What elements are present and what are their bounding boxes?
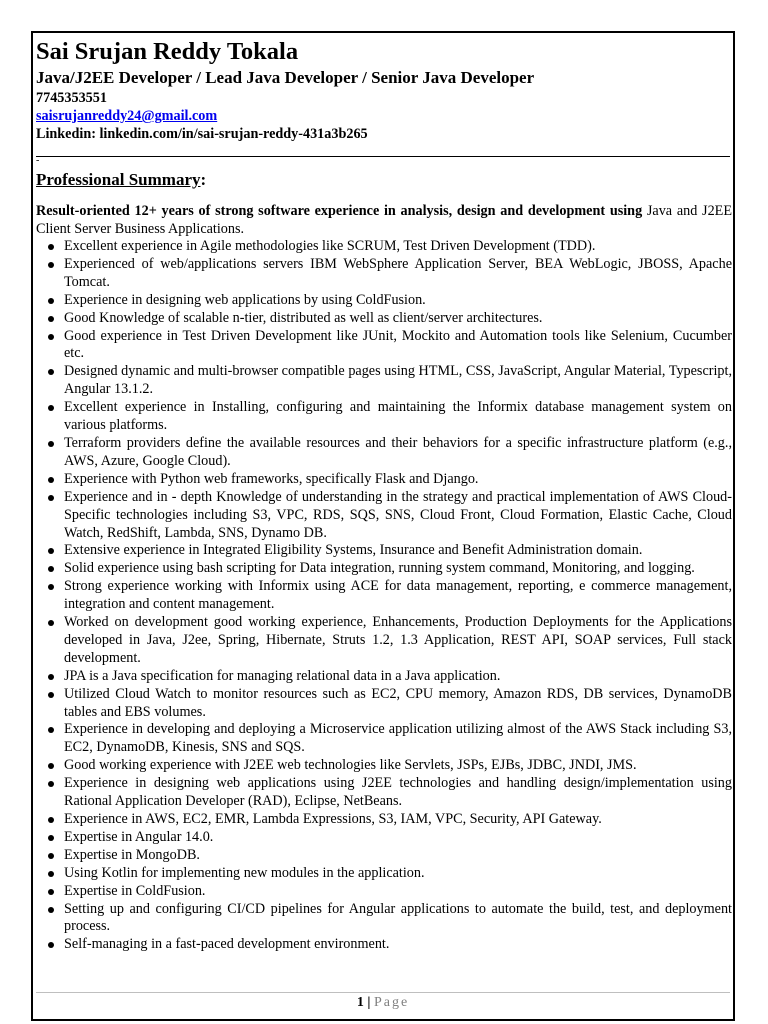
summary-intro [36, 202, 732, 238]
job-title: Java/J2EE Developer / Lead Java Developer / Senior Java Developer [36, 68, 535, 87]
page-label: Page [373, 995, 410, 1010]
bullet-text: Expertise in ColdFusion. [64, 882, 206, 899]
bullet-text: Good experience in Test Driven Development like JUnit, Mockito and Automation tools like Selenium, Cucumber etc. [64, 327, 732, 362]
bullet-item [36, 668, 732, 686]
bullet-item [36, 435, 732, 471]
bullet-text: Expertise in Angular 14.0. [64, 828, 214, 845]
bullet-text: Experienced of web/applications servers IBM WebSphere Application Server, BEA WebLogic, JBOSS, Apache Tomcat. [64, 255, 732, 290]
page-separator: | [363, 995, 374, 1010]
section-heading [36, 169, 732, 191]
bullet-item [36, 560, 732, 578]
bullet-dot-icon [48, 369, 54, 375]
bullet-item [36, 811, 732, 829]
bullet-dot-icon [48, 674, 54, 680]
bullet-text: Strong experience working with Informix using ACE for data management, reporting, e commerce management, integration and content management. [64, 578, 732, 613]
bullet-dot-icon [48, 781, 54, 787]
resume-page [31, 31, 735, 1021]
bullet-dot-icon [48, 817, 54, 823]
bullet-text: Experience in AWS, EC2, EMR, Lambda Expressions, S3, IAM, VPC, Security, API Gateway. [64, 811, 602, 827]
bullet-dot-icon [48, 298, 54, 304]
bullet-dot-icon [48, 244, 54, 250]
candidate-name: Sai Srujan Reddy Tokala [36, 38, 299, 65]
bullet-item [36, 310, 732, 328]
bullet-dot-icon [48, 871, 54, 877]
section-heading-text: Professional Summary [36, 170, 201, 189]
bullet-text: Utilized Cloud Watch to monitor resources such as EC2, CPU memory, Amazon RDS, DB services, DynamoDB tables and EBS volumes. [64, 685, 732, 720]
linkedin-text: Linkedin: linkedin.com/in/sai-srujan-reddy-431a3b265 [36, 126, 368, 142]
bullet-item [36, 721, 732, 757]
bullet-text: Experience with Python web frameworks, specifically Flask and Django. [64, 470, 479, 487]
summary-intro-bold: Result-oriented 12+ years of strong software experience in analysis, design and development using [36, 203, 643, 219]
bullet-text: Excellent experience in Agile methodologies like SCRUM, Test Driven Development (TDD). [64, 238, 596, 254]
bullet-dot-icon [48, 548, 54, 554]
bullet-text: Good Knowledge of scalable n-tier, distributed as well as client/server architectures. [64, 309, 543, 326]
bullet-dot-icon [48, 835, 54, 841]
bullet-text: Setting up and configuring CI/CD pipelines for Angular applications to automate the build, test, and deployment process. [64, 900, 732, 935]
bullet-item [36, 775, 732, 811]
summary-intro-rest: Java and J2EE Client Server Business Applications. [36, 203, 732, 237]
bullet-dot-icon [48, 620, 54, 626]
bullet-item [36, 542, 732, 560]
bullet-text: Excellent experience in Installing, configuring and maintaining the Informix database management system on various platforms. [64, 399, 732, 434]
bullet-text: Extensive experience in Integrated Eligibility Systems, Insurance and Benefit Administration domain. [64, 542, 643, 559]
bullet-item [36, 883, 732, 901]
bullet-item [36, 936, 732, 954]
bullet-text: Expertise in MongoDB. [64, 846, 200, 863]
bullet-item [36, 614, 732, 668]
bullet-dot-icon [48, 853, 54, 859]
page-content [36, 37, 732, 954]
bullet-item [36, 686, 732, 722]
bullet-dot-icon [48, 334, 54, 340]
bullet-dot-icon [48, 584, 54, 590]
bullet-dot-icon [48, 566, 54, 572]
phone-number: 7745353551 [36, 90, 107, 106]
spacer [36, 191, 732, 202]
bullet-item [36, 328, 732, 364]
bullet-item [36, 578, 732, 614]
bullet-text: Good working experience with J2EE web technologies like Servlets, JSPs, EJBs, JDBC, JNDI, JMS. [64, 757, 637, 774]
bullet-dot-icon [48, 727, 54, 733]
bullet-item [36, 363, 732, 399]
bullet-dot-icon [48, 889, 54, 895]
page-number: 1 [356, 995, 364, 1010]
bullet-text: Experience and in - depth Knowledge of understanding in the strategy and practical implementation of AWS Cloud-Specific technologies including S3, VPC, RDS, SQS, SNS, Cloud Front, Cloud Formation, Elastic Cache, Cloud Watch, RedShift, Lambda, SNS, Dynamo DB. [64, 488, 732, 541]
bullet-item [36, 757, 732, 775]
bullet-item [36, 238, 732, 256]
bullet-dot-icon [48, 942, 54, 948]
page-footer [36, 992, 730, 1019]
bullet-text: Experience in developing and deploying a Microservice application utilizing almost of the AWS Stack including S3, EC2, DynamoDB, Kinesis, SNS and SQS. [64, 721, 732, 756]
bullet-dot-icon [48, 763, 54, 769]
section-heading-colon: : [200, 170, 207, 189]
email-link[interactable]: saisrujanreddy24@gmail.com [36, 108, 218, 124]
bullet-text: Worked on development good working experience, Enhancements, Production Deployments for the Applications developed in Java, J2ee, Spring, Hibernate, Struts 1.2, 1.3 Application, REST API, SOAP services, Full stack development. [64, 614, 732, 666]
bullet-dot-icon [48, 907, 54, 913]
bullet-text: Experience in designing web applications by using ColdFusion. [64, 291, 426, 308]
bullet-dot-icon [48, 692, 54, 698]
bullet-text: JPA is a Java specification for managing relational data in a Java application. [64, 667, 501, 684]
bullet-item [36, 865, 732, 883]
bullet-item [36, 829, 732, 847]
rule-dash: - [36, 155, 40, 166]
bullet-item [36, 399, 732, 435]
bullet-dot-icon [48, 441, 54, 447]
bullet-item [36, 489, 732, 543]
bullet-item [36, 256, 732, 292]
bullet-item [36, 901, 732, 937]
summary-bullets [36, 238, 732, 954]
bullet-dot-icon [48, 405, 54, 411]
bullet-item [36, 847, 732, 865]
bullet-text: Terraform providers define the available resources and their behaviors for a specific infrastructure platform (e.g., AWS, Azure, Google Cloud). [64, 434, 732, 469]
bullet-text: Solid experience using bash scripting for Data integration, running system command, Monitoring, and logging. [64, 560, 695, 577]
bullet-item [36, 292, 732, 310]
bullet-text: Designed dynamic and multi-browser compatible pages using HTML, CSS, JavaScript, Angular Material, Typescript, Angular 13.1.2. [64, 363, 732, 398]
bullet-text: Self-managing in a fast-paced development environment. [64, 936, 390, 953]
bullet-item [36, 471, 732, 489]
bullet-text: Experience in designing web applications using J2EE technologies and handling design/implementation using Rational Application Developer (RAD), Eclipse, NetBeans. [64, 775, 732, 810]
bullet-text: Using Kotlin for implementing new modules in the application. [64, 864, 425, 881]
bullet-dot-icon [48, 477, 54, 483]
bullet-dot-icon [48, 262, 54, 268]
bullet-dot-icon [48, 495, 54, 501]
bullet-dot-icon [48, 316, 54, 322]
